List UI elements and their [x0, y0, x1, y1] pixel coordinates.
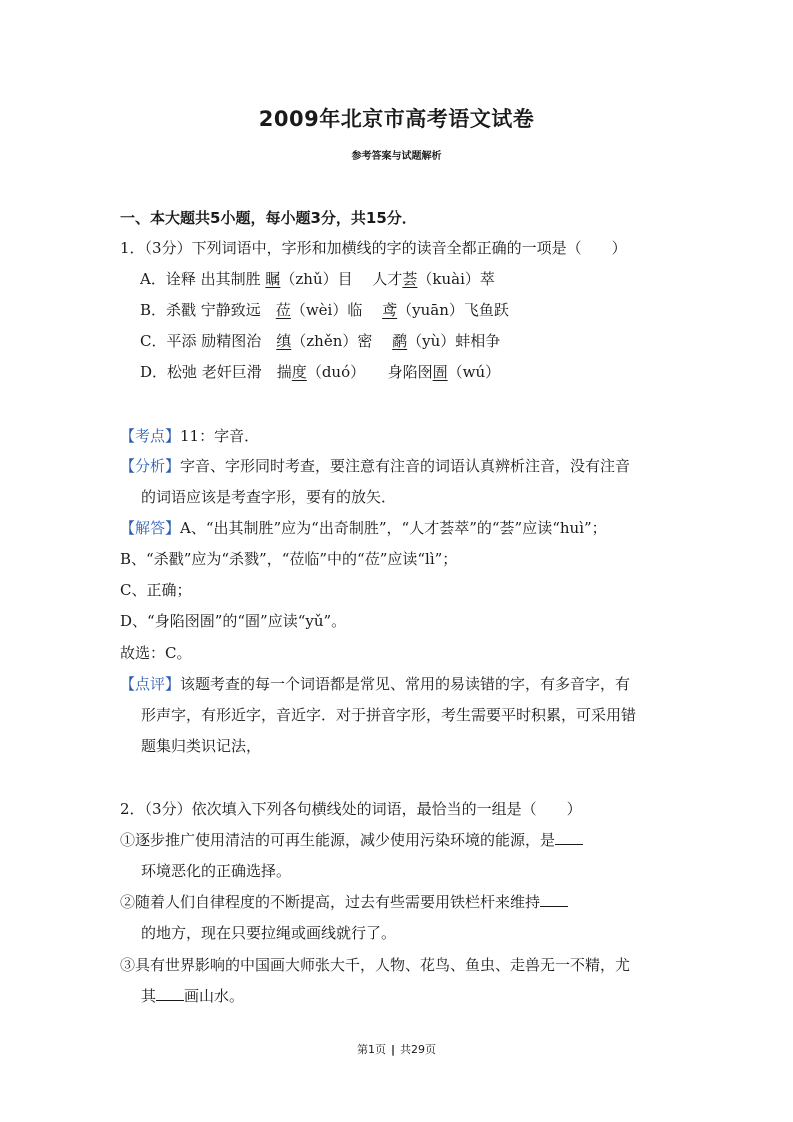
dianping-continuation-2: 题集归类识记法，	[141, 737, 262, 755]
option-text: （zhěn）密	[291, 332, 393, 350]
option-text: D．松弛 老奸巨滑 揣	[140, 363, 292, 381]
fill-blank	[156, 986, 184, 1001]
jieda-line	[120, 518, 607, 538]
underlined-char: 荟	[402, 270, 418, 288]
option-text: A．诠释 出其制胜	[140, 270, 266, 288]
sentence-1-continuation: 环境恶化的正确选择。	[141, 862, 292, 880]
fill-blank	[555, 830, 583, 845]
option-text: （wèi）临	[290, 301, 383, 319]
sentence-text: ②随着人们自律程度的不断提高，过去有些需要用铁栏杆来维持	[120, 893, 541, 911]
page-total: 共29页	[400, 1043, 437, 1056]
option-text: （wú）	[447, 363, 501, 381]
kaodian-text: 11：字音．	[180, 427, 260, 445]
dianping-tag: 【点评】	[120, 675, 181, 693]
sentence-text: 画山水。	[184, 987, 245, 1005]
sentence-3: ③具有世界影响的中国画大师张大千，人物、花鸟、鱼虫、走兽无一不精，尤	[120, 956, 631, 974]
option-text: （zhǔ）目 人才	[280, 270, 403, 288]
option-text: B．杀戳 宁静致远	[140, 301, 276, 319]
question-1-option-c	[140, 331, 500, 351]
question-1-option-b	[140, 300, 509, 320]
question-2-stem: 2．（3分）依次填入下列各句横线处的词语，最恰当的一组是（ ）	[120, 800, 582, 818]
sentence-2-continuation: 的地方，现在只要拉绳或画线就行了。	[141, 924, 397, 942]
question-1-option-a	[140, 269, 495, 289]
fenxi-tag: 【分析】	[120, 457, 181, 475]
sentence-3-continuation	[141, 986, 244, 1006]
footer-separator: |	[390, 1043, 396, 1056]
sentence-1	[120, 830, 583, 850]
underlined-char: 缜	[276, 332, 292, 350]
underlined-char: 鸢	[382, 301, 398, 319]
option-text: （kuài）萃	[417, 270, 495, 288]
underlined-char: 鹬	[392, 332, 408, 350]
kaodian-line	[120, 426, 259, 446]
question-1-option-d	[140, 362, 500, 382]
option-text: （duó） 身陷囹	[306, 363, 433, 381]
answer-line-b: B、“杀戳”应为“杀戮”，“莅临”中的“莅”应读“lì”；	[120, 550, 458, 568]
document-subtitle: 参考答案与试题解析	[351, 151, 442, 162]
sentence-2	[120, 892, 568, 912]
fill-blank	[540, 892, 568, 907]
page-footer	[0, 1041, 793, 1057]
answer-line-d: D、“身陷囹圄”的“圄”应读“yǔ”。	[120, 612, 347, 630]
answer-choice: 故选：C。	[120, 644, 192, 662]
dianping-text: 该题考查的每一个词语都是常见、常用的易读错的字，有多音字，有	[180, 675, 631, 693]
page-number: 第1页	[356, 1043, 386, 1056]
jieda-text: A、“出其制胜”应为“出奇制胜”，“人才荟萃”的“荟”应读“huì”；	[180, 519, 607, 537]
underlined-char: 瞩	[265, 270, 281, 288]
fenxi-line	[120, 456, 630, 476]
dianping-line	[120, 674, 630, 694]
section-heading: 一、本大题共5小题，每小题3分，共15分．	[120, 209, 417, 227]
option-text: （yuān）飞鱼跃	[397, 301, 509, 319]
document-title: 2009年北京市高考语文试卷	[258, 107, 535, 131]
underlined-char: 度	[291, 363, 307, 381]
dianping-continuation-1: 形声字，有形近字，音近字．对于拼音字形，考生需要平时积累，可采用错	[141, 706, 637, 724]
kaodian-tag: 【考点】	[120, 427, 181, 445]
fenxi-text: 字音、字形同时考查，要注意有注音的词语认真辨析注音，没有注音	[180, 457, 631, 475]
sentence-text: 其	[141, 987, 157, 1005]
question-1-stem: 1．（3分）下列词语中，字形和加横线的字的读音全都正确的一项是（ ）	[120, 239, 627, 257]
option-text: （yù）蚌相争	[407, 332, 501, 350]
underlined-char: 圄	[432, 363, 448, 381]
sentence-text: ①逐步推广使用清洁的可再生能源，减少使用污染环境的能源，是	[120, 831, 556, 849]
fenxi-continuation: 的词语应该是考查字形，要有的放矢．	[141, 488, 397, 506]
jieda-tag: 【解答】	[120, 519, 181, 537]
underlined-char: 莅	[275, 301, 291, 319]
option-text: C．平添 励精图治	[140, 332, 277, 350]
answer-line-c: C、正确；	[120, 581, 192, 599]
